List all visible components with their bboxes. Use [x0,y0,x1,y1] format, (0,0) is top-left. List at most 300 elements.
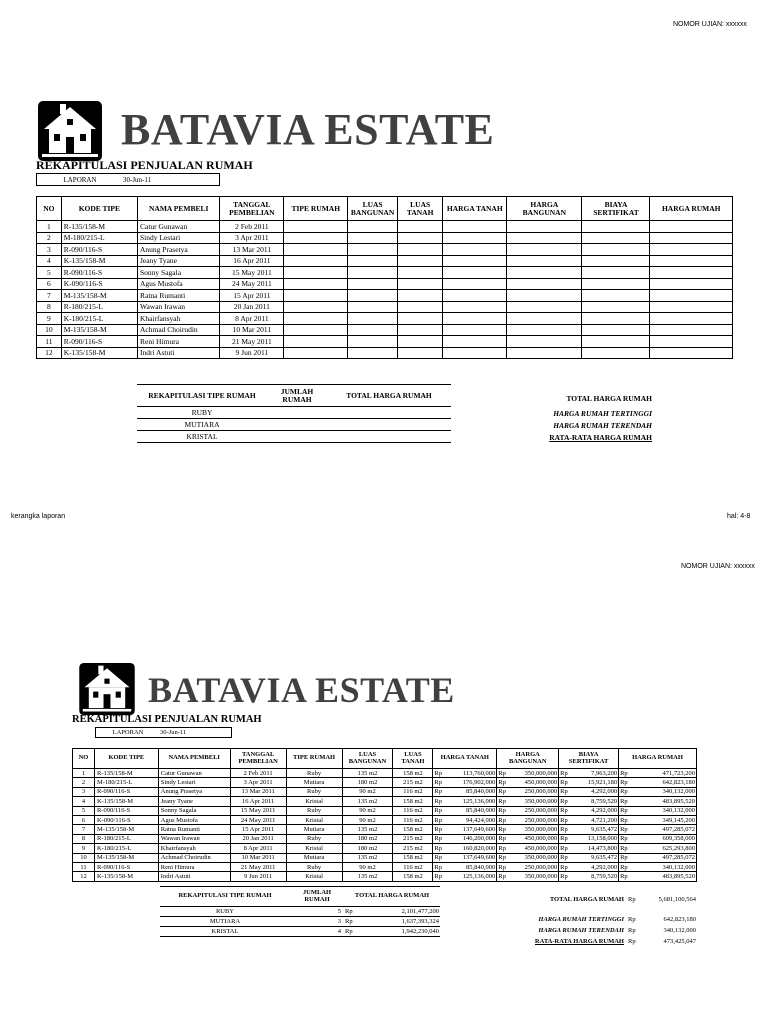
sales-table-blank [36,196,733,359]
row-no: 7 [73,825,95,834]
header-kode: KODE TIPE [94,749,158,769]
header-no: NO [73,749,95,769]
row-empty-cell [582,267,650,279]
row-ht: 160,820,000 [462,844,496,852]
row-kode: K-090/116-S [61,278,137,290]
laporan-date: 30-Jun-11 [160,729,187,736]
row-empty-cell [650,232,733,244]
row-kode: K-180/215-L [61,313,137,325]
row-money [559,862,619,871]
summary-filled [490,892,696,947]
row-kode: M-135/158-M [61,324,137,336]
summary-max-value: 642,823,180 [663,916,696,923]
row-ht: 137,649,600 [462,826,496,834]
row-luas-bangunan: 135 m2 [342,797,393,806]
row-empty-cell [507,336,582,348]
row-kode: M-135/158-M [94,825,158,834]
row-nama: Agus Mustofa [137,278,219,290]
row-tanggal: 15 Apr 2011 [230,825,286,834]
row-empty-cell [284,290,348,302]
row-empty-cell [284,347,348,359]
row-tipe: Ruby [286,806,342,815]
row-kode: R-135/158-M [61,221,137,233]
row-empty-cell [507,244,582,256]
row-hr: 483,895,520 [662,872,695,880]
row-tanggal: 10 Mar 2011 [220,324,284,336]
header-biaya: BIAYA SERTIFIKAT [582,197,650,221]
summary-min-label: HARGA RUMAH TERENDAH [553,420,652,430]
currency: Rp [498,854,506,862]
nomor-ujian-2: NOMOR UJIAN: xxxxxx [681,563,755,570]
currency: Rp [498,816,506,824]
row-money [497,778,559,787]
table-row [73,787,697,796]
row-empty-cell [398,324,443,336]
table-header-row [73,749,697,769]
currency: Rp [434,835,442,843]
summary-blank [500,390,652,443]
row-kode: R-090/116-S [94,862,158,871]
currency: Rp [560,844,568,852]
row-no: 12 [73,872,95,881]
row-tanggal: 24 May 2011 [230,815,286,824]
currency: Rp [498,797,506,805]
summary-avg-label: RATA-RATA HARGA RUMAH [549,432,652,442]
row-nama: Sonny Sagala [158,806,230,815]
row-money [619,778,697,787]
row-kode: R-090/116-S [94,787,158,796]
row-empty-cell [650,267,733,279]
row-money [559,769,619,778]
row-money [619,806,697,815]
currency: Rp [434,826,442,834]
row-ht: 85,840,000 [466,863,496,871]
currency: Rp [498,769,506,777]
row-ht: 137,649,600 [462,854,496,862]
row-money [559,834,619,843]
row-money [497,844,559,853]
row-tanggal: 3 Apr 2011 [230,778,286,787]
row-empty-cell [507,278,582,290]
row-money [497,769,559,778]
row-kode: K-135/158-M [61,347,137,359]
header-luas-bangunan: LUAS BANGUNAN [348,197,398,221]
currency: Rp [498,863,506,871]
row-empty-cell [582,290,650,302]
laporan-box [36,173,220,186]
row-luas-bangunan: 180 m2 [342,844,393,853]
header-nama: NAMA PEMBELI [158,749,230,769]
row-money [497,872,559,881]
row-money [619,834,697,843]
row-nama: Ratna Rumanti [158,825,230,834]
header-harga-bangunan: HARGA BANGUNAN [497,749,559,769]
row-empty-cell [650,278,733,290]
row-empty-cell [348,290,398,302]
row-empty-cell [398,255,443,267]
row-tipe: Mutiara [286,853,342,862]
currency: Rp [434,779,442,787]
row-no: 4 [37,255,62,267]
rekap-header-jumlah: JUMLAH RUMAH [290,887,344,907]
row-empty-cell [284,221,348,233]
rekap-row [137,431,451,443]
row-money [559,844,619,853]
row-kode: K-180/215-L [94,844,158,853]
table-row [73,872,697,881]
rekap-row [160,917,440,927]
summary-avg-value: 473,425,047 [663,938,696,945]
currency: Rp [434,769,442,777]
currency: Rp [345,918,353,925]
summary-total-value: 5,681,100,564 [658,895,696,903]
row-empty-cell [398,301,443,313]
row-tanggal: 9 Jun 2011 [230,872,286,881]
company-title-2: BATAVIA ESTATE [148,670,455,710]
row-tipe: Ruby [286,769,342,778]
row-luas-bangunan: 90 m2 [342,862,393,871]
header-tanggal: TANGGAL PEMBELIAN [230,749,286,769]
row-luas-tanah: 158 m2 [393,825,433,834]
row-luas-tanah: 215 m2 [393,778,433,787]
row-bs: 8,759,520 [591,872,618,880]
table-row [37,290,733,302]
row-no: 11 [37,336,62,348]
row-money [559,797,619,806]
table-row [37,278,733,290]
row-hr: 471,723,200 [662,769,695,777]
row-kode: R-090/116-S [61,244,137,256]
row-no: 11 [73,862,95,871]
row-tanggal: 21 May 2011 [220,336,284,348]
row-luas-tanah: 158 m2 [393,853,433,862]
row-money [619,769,697,778]
row-ht: 94,424,000 [466,816,496,824]
row-no: 10 [37,324,62,336]
rekap-table-filled [160,886,440,937]
row-money [619,787,697,796]
row-luas-bangunan: 90 m2 [342,806,393,815]
currency: Rp [345,908,353,915]
row-empty-cell [398,267,443,279]
row-bs: 8,759,520 [591,797,618,805]
row-luas-tanah: 158 m2 [393,769,433,778]
summary-total-label: TOTAL HARGA RUMAH [549,895,624,903]
currency: Rp [560,872,568,880]
row-hr: 609,358,000 [662,835,695,843]
table-row [73,769,697,778]
row-luas-tanah: 158 m2 [393,872,433,881]
row-empty-cell [348,267,398,279]
row-hb: 350,000,000 [524,854,558,862]
currency: Rp [434,872,442,880]
row-hb: 250,000,000 [524,863,558,871]
table-row [37,255,733,267]
currency: Rp [620,854,628,862]
row-kode: R-090/116-S [94,806,158,815]
row-empty-cell [582,313,650,325]
row-empty-cell [443,347,507,359]
row-ht: 146,200,000 [462,835,496,843]
header-harga-bangunan: HARGA BANGUNAN [507,197,582,221]
row-luas-bangunan: 90 m2 [342,815,393,824]
table-row [73,778,697,787]
row-empty-cell [284,336,348,348]
row-empty-cell [284,232,348,244]
row-tipe: Kristal [286,815,342,824]
row-empty-cell [348,244,398,256]
row-empty-cell [348,313,398,325]
header-tipe: TIPE RUMAH [284,197,348,221]
nomor-ujian: NOMOR UJIAN: xxxxxx [673,21,747,28]
row-hb: 450,000,000 [524,835,558,843]
row-hb: 350,000,000 [524,826,558,834]
laporan-label: LAPORAN [63,175,97,184]
row-empty-cell [507,347,582,359]
header-biaya: BIAYA SERTIFIKAT [559,749,619,769]
row-empty-cell [348,232,398,244]
currency: Rp [628,927,636,934]
row-ht: 125,136,000 [462,872,496,880]
currency: Rp [560,769,568,777]
row-empty-cell [398,232,443,244]
table-row [37,267,733,279]
table-row [37,313,733,325]
row-bs: 4,292,000 [591,863,618,871]
row-money [619,815,697,824]
row-luas-tanah: 116 m2 [393,815,433,824]
row-tanggal: 16 Apr 2011 [230,797,286,806]
row-tanggal: 3 Apr 2011 [220,232,284,244]
row-money [559,853,619,862]
row-empty-cell [582,324,650,336]
summary-min-label: HARGA RUMAH TERENDAH [538,927,624,934]
row-empty-cell [443,255,507,267]
table-row [73,834,697,843]
rekap-row [137,407,451,419]
row-empty-cell [284,267,348,279]
row-tipe: Kristal [286,797,342,806]
row-bs: 13,158,000 [587,835,618,843]
row-money [497,834,559,843]
table-row [73,797,697,806]
row-empty-cell [507,324,582,336]
currency: Rp [620,807,628,815]
rekap-row [160,927,440,937]
row-ht: 85,840,000 [466,788,496,796]
rekap-row [137,419,451,431]
header-tanggal: TANGGAL PEMBELIAN [220,197,284,221]
row-luas-bangunan: 135 m2 [342,872,393,881]
house-logo-icon [76,663,138,715]
header-luas-bangunan: LUAS BANGUNAN [342,749,393,769]
currency: Rp [560,788,568,796]
currency: Rp [434,844,442,852]
row-no: 8 [73,834,95,843]
row-no: 3 [37,244,62,256]
row-luas-bangunan: 135 m2 [342,825,393,834]
row-tanggal: 2 Feb 2011 [230,769,286,778]
row-empty-cell [284,255,348,267]
row-money [497,825,559,834]
row-empty-cell [398,244,443,256]
row-nama: Catur Gunawan [158,769,230,778]
currency: Rp [345,928,353,935]
row-kode: M-180/215-L [94,778,158,787]
row-tipe: Kristal [286,872,342,881]
row-no: 5 [37,267,62,279]
row-empty-cell [650,301,733,313]
row-money [497,787,559,796]
row-luas-bangunan: 135 m2 [342,853,393,862]
row-empty-cell [507,301,582,313]
row-empty-cell [507,232,582,244]
row-ht: 176,902,000 [462,779,496,787]
row-hb: 450,000,000 [524,779,558,787]
row-money [433,778,497,787]
row-money [433,862,497,871]
table-row [73,815,697,824]
table-row [37,232,733,244]
currency: Rp [620,844,628,852]
row-money [433,834,497,843]
row-empty-cell [398,221,443,233]
report-subtitle-2: REKAPITULASI PENJUALAN RUMAH [72,714,262,725]
rekap-header-total: TOTAL HARGA RUMAH [344,887,440,907]
row-money [433,806,497,815]
row-tanggal: 20 Jan 2011 [230,834,286,843]
header-luas-tanah: LUAS TANAH [393,749,433,769]
row-no: 12 [37,347,62,359]
row-money [619,862,697,871]
row-tanggal: 21 May 2011 [230,862,286,871]
currency: Rp [434,854,442,862]
row-nama: Anung Prasetya [158,787,230,796]
row-money [433,844,497,853]
row-money [559,815,619,824]
row-empty-cell [582,347,650,359]
row-empty-cell [650,336,733,348]
row-money [433,815,497,824]
table-row [37,244,733,256]
rekap-total-cell [344,917,440,927]
row-money [619,825,697,834]
row-no: 2 [37,232,62,244]
row-kode: K-135/158-M [94,797,158,806]
row-bs: 15,921,180 [587,779,618,787]
header-nama: NAMA PEMBELI [137,197,219,221]
row-tanggal: 15 May 2011 [220,267,284,279]
currency: Rp [560,807,568,815]
row-money [497,806,559,815]
row-empty-cell [443,278,507,290]
row-money [497,862,559,871]
row-empty-cell [582,278,650,290]
row-tanggal: 8 Apr 2011 [230,844,286,853]
currency: Rp [560,854,568,862]
row-empty-cell [284,278,348,290]
row-empty-cell [348,301,398,313]
table-row [37,347,733,359]
row-tanggal: 10 Mar 2011 [230,853,286,862]
currency: Rp [620,788,628,796]
row-tanggal: 2 Feb 2011 [220,221,284,233]
rekap-tipe: RUBY [160,907,290,917]
currency: Rp [560,797,568,805]
summary-min-value: 340,132,000 [663,927,696,934]
row-empty-cell [650,324,733,336]
summary-avg-label: RATA-RATA HARGA RUMAH [534,938,624,945]
currency: Rp [434,797,442,805]
row-bs: 4,292,000 [591,807,618,815]
row-nama: Sindy Lestari [158,778,230,787]
row-empty-cell [443,324,507,336]
row-hr: 349,145,200 [662,816,695,824]
header-harga-rumah: HARGA RUMAH [650,197,733,221]
laporan-label: LAPORAN [112,729,144,736]
row-money [559,825,619,834]
row-empty-cell [443,267,507,279]
row-empty-cell [348,221,398,233]
row-money [497,815,559,824]
row-empty-cell [284,244,348,256]
row-nama: Indri Astuti [158,872,230,881]
row-nama: Jeany Tyane [158,797,230,806]
row-luas-tanah: 215 m2 [393,844,433,853]
row-tipe: Mutiara [286,778,342,787]
table-row [73,862,697,871]
rekap-header-total: TOTAL HARGA RUMAH [327,385,451,407]
currency: Rp [628,916,636,923]
row-nama: Indri Astuti [137,347,219,359]
row-nama: Catur Gunawan [137,221,219,233]
row-tipe: Ruby [286,862,342,871]
table-row [37,324,733,336]
row-empty-cell [443,313,507,325]
row-nama: Khairfansyah [158,844,230,853]
currency: Rp [560,826,568,834]
row-no: 6 [73,815,95,824]
rekap-header-tipe: REKAPITULASI TIPE RUMAH [137,385,267,407]
rekap-tipe: MUTIARA [137,419,267,431]
laporan-date: 30-Jun-11 [123,175,152,184]
row-hr: 625,293,800 [662,844,695,852]
rekap-jumlah: 3 [290,917,344,927]
row-no: 5 [73,806,95,815]
row-nama: Achmad Choirudin [137,324,219,336]
row-bs: 9,635,472 [591,826,618,834]
row-tipe: Ruby [286,787,342,796]
row-hr: 497,285,072 [662,826,695,834]
table-row [73,853,697,862]
summary-total-label: TOTAL HARGA RUMAH [566,394,652,403]
row-no: 6 [37,278,62,290]
row-money [619,797,697,806]
currency: Rp [620,826,628,834]
currency: Rp [498,826,506,834]
row-luas-tanah: 116 m2 [393,806,433,815]
row-money [559,806,619,815]
row-empty-cell [582,244,650,256]
row-empty-cell [507,290,582,302]
table-row [73,844,697,853]
header-kode: KODE TIPE [61,197,137,221]
rekap-total-cell [344,907,440,917]
house-logo-icon [38,101,102,161]
row-no: 8 [37,301,62,313]
row-empty-cell [443,221,507,233]
rekap-table-blank [137,384,451,443]
